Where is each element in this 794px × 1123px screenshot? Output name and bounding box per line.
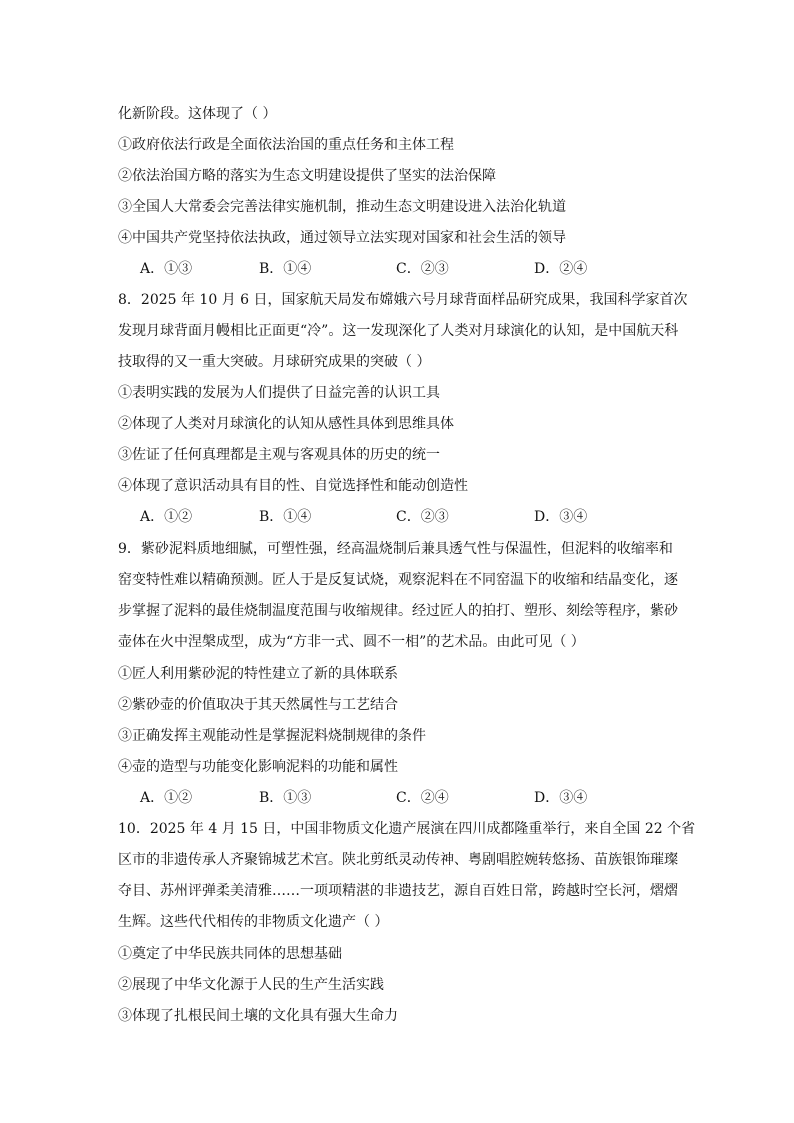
q9-choice-a: A．①② [140, 790, 193, 806]
q7-option-1: ①政府依法行政是全面依法治国的重点任务和主体工程 [118, 137, 454, 153]
q7-choice-d: D．②④ [534, 261, 588, 277]
q7-option-4: ④中国共产党坚持依法执政，通过领导立法实现对国家和社会生活的领导 [118, 230, 566, 246]
q10-stem-line-3: 夺目、苏州评弹柔美清雅……一项项精湛的非遗技艺，源自百姓日常，跨越时空长河，熠熠 [118, 883, 678, 899]
q9-option-2: ②紫砂壶的价值取决于其天然属性与工艺结合 [118, 697, 398, 713]
q10-option-2: ②展现了中华文化源于人民的生产生活实践 [118, 977, 384, 993]
q9-option-1: ①匠人利用紫砂泥的特性建立了新的具体联系 [118, 666, 398, 682]
q7-stem-tail: 化新阶段。这体现了（ ） [118, 106, 277, 122]
q9-choice-c: C．②④ [396, 790, 449, 806]
q8-stem-line-3: 技取得的又一重大突破。月球研究成果的突破（ ） [118, 354, 431, 370]
q8-option-4: ④体现了意识活动具有目的性、自觉选择性和能动创造性 [118, 478, 468, 494]
q8-choice-b: B．①④ [259, 509, 312, 525]
q10-stem-line-1: 10．2025 年 4 月 15 日，中国非物质文化遗产展演在四川成都隆重举行，来自全国 22 个省 [118, 821, 696, 837]
q8-option-1: ①表明实践的发展为人们提供了日益完善的认识工具 [118, 385, 440, 401]
q7-choice-b: B．①④ [259, 261, 312, 277]
q7-choice-a: A．①③ [140, 261, 193, 277]
q7-choice-c: C．②③ [396, 261, 449, 277]
q10-option-3: ③体现了扎根民间土壤的文化具有强大生命力 [118, 1008, 398, 1024]
q8-choice-c: C．②③ [396, 509, 449, 525]
q7-option-3: ③全国人大常委会完善法律实施机制，推动生态文明建设进入法治化轨道 [118, 199, 566, 215]
q9-option-4: ④壶的造型与功能变化影响泥料的功能和属性 [118, 759, 398, 775]
q9-option-3: ③正确发挥主观能动性是掌握泥料烧制规律的条件 [118, 728, 426, 744]
q8-option-2: ②体现了人类对月球演化的认知从感性具体到思维具体 [118, 416, 454, 432]
q8-stem-line-1: 8．2025 年 10 月 6 日，国家航天局发布嫦娥六号月球背面样品研究成果，我国科学家首次 [118, 292, 688, 308]
q9-choice-d: D．③④ [534, 790, 588, 806]
q8-option-3: ③佐证了任何真理都是主观与客观具体的历史的统一 [118, 447, 440, 463]
q8-choice-d: D．③④ [534, 509, 588, 525]
q10-option-1: ①奠定了中华民族共同体的思想基础 [118, 946, 342, 962]
q8-stem-line-2: 发现月球背面月幔相比正面更“冷”。这一发现深化了人类对月球演化的认知，是中国航天科 [118, 323, 679, 339]
q9-stem-line-4: 壶体在火中涅槃成型，成为“方非一式、圆不一相”的艺术品。由此可见（ ） [118, 634, 585, 650]
q9-choice-b: B．①③ [259, 790, 312, 806]
q10-stem-line-2: 区市的非遗传承人齐聚锦城艺术宫。陕北剪纸灵动传神、粤剧唱腔婉转悠扬、苗族银饰璀璨 [118, 852, 678, 868]
q9-stem-line-1: 9．紫砂泥料质地细腻，可塑性强，经高温烧制后兼具透气性与保温性，但泥料的收缩率和 [118, 541, 673, 557]
q9-stem-line-3: 步掌握了泥料的最佳烧制温度范围与收缩规律。经过匠人的拍打、塑形、刻绘等程序，紫砂 [118, 603, 678, 619]
q7-option-2: ②依法治国方略的落实为生态文明建设提供了坚实的法治保障 [118, 168, 496, 184]
q9-stem-line-2: 窑变特性难以精确预测。匠人于是反复试烧，观察泥料在不同窑温下的收缩和结晶变化，逐 [118, 572, 678, 588]
q8-choice-a: A．①② [140, 509, 193, 525]
q10-stem-line-4: 生辉。这些代代相传的非物质文化遗产（ ） [118, 914, 389, 930]
